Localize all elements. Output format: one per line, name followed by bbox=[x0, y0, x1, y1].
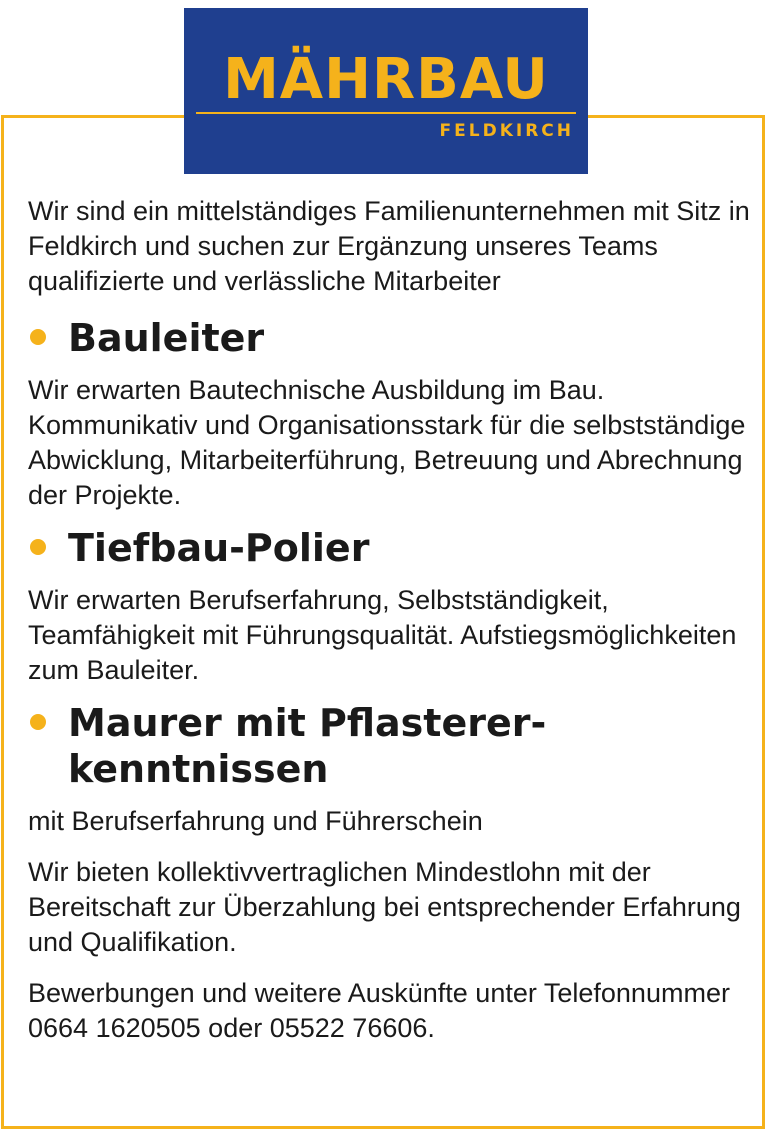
job-ad-content bbox=[28, 194, 752, 1046]
bullet-icon bbox=[30, 329, 46, 345]
bullet-icon bbox=[30, 539, 46, 555]
company-logo bbox=[184, 8, 588, 174]
job-title-maurer bbox=[28, 700, 752, 792]
job-title-text: Bauleiter bbox=[68, 316, 265, 360]
logo-divider bbox=[196, 112, 576, 114]
job-description-bauleiter: Wir erwarten Bautechnische Ausbildung im Bau. Kommunikativ und Organisationsstark für die selbstständige Abwicklung, Mitarbeiterführung, Betreuung und Abrechnung der Projekte. bbox=[28, 375, 746, 510]
job-title-tiefbau-polier bbox=[28, 525, 752, 571]
logo-company-name: MÄHRBAU bbox=[223, 47, 549, 112]
job-title-bauleiter bbox=[28, 315, 752, 361]
job-description-tiefbau-polier: Wir erwarten Berufserfahrung, Selbstständigkeit, Teamfähigkeit mit Führungsqualität. Aufstiegsmöglichkeiten zum Bauleiter. bbox=[28, 585, 737, 685]
intro-text: Wir sind ein mittelständiges Familienunternehmen mit Sitz in Feldkirch und suchen zur Ergänzung unseres Teams qualifizierte und verlässliche Mitarbeiter bbox=[28, 196, 750, 296]
job-description-maurer: mit Berufserfahrung und Führerschein bbox=[28, 806, 483, 836]
job-title-text: Maurer mit Pflasterer-kenntnissen bbox=[68, 701, 547, 791]
bullet-icon bbox=[30, 714, 46, 730]
contact-text: Bewerbungen und weitere Auskünfte unter Telefonnummer 0664 1620505 oder 05522 76606. bbox=[28, 978, 730, 1043]
offer-text: Wir bieten kollektivvertraglichen Mindestlohn mit der Bereitschaft zur Überzahlung bei entsprechender Erfahrung und Qualifikation. bbox=[28, 857, 741, 957]
job-title-text: Tiefbau-Polier bbox=[68, 526, 370, 570]
logo-location: FELDKIRCH bbox=[439, 121, 574, 141]
